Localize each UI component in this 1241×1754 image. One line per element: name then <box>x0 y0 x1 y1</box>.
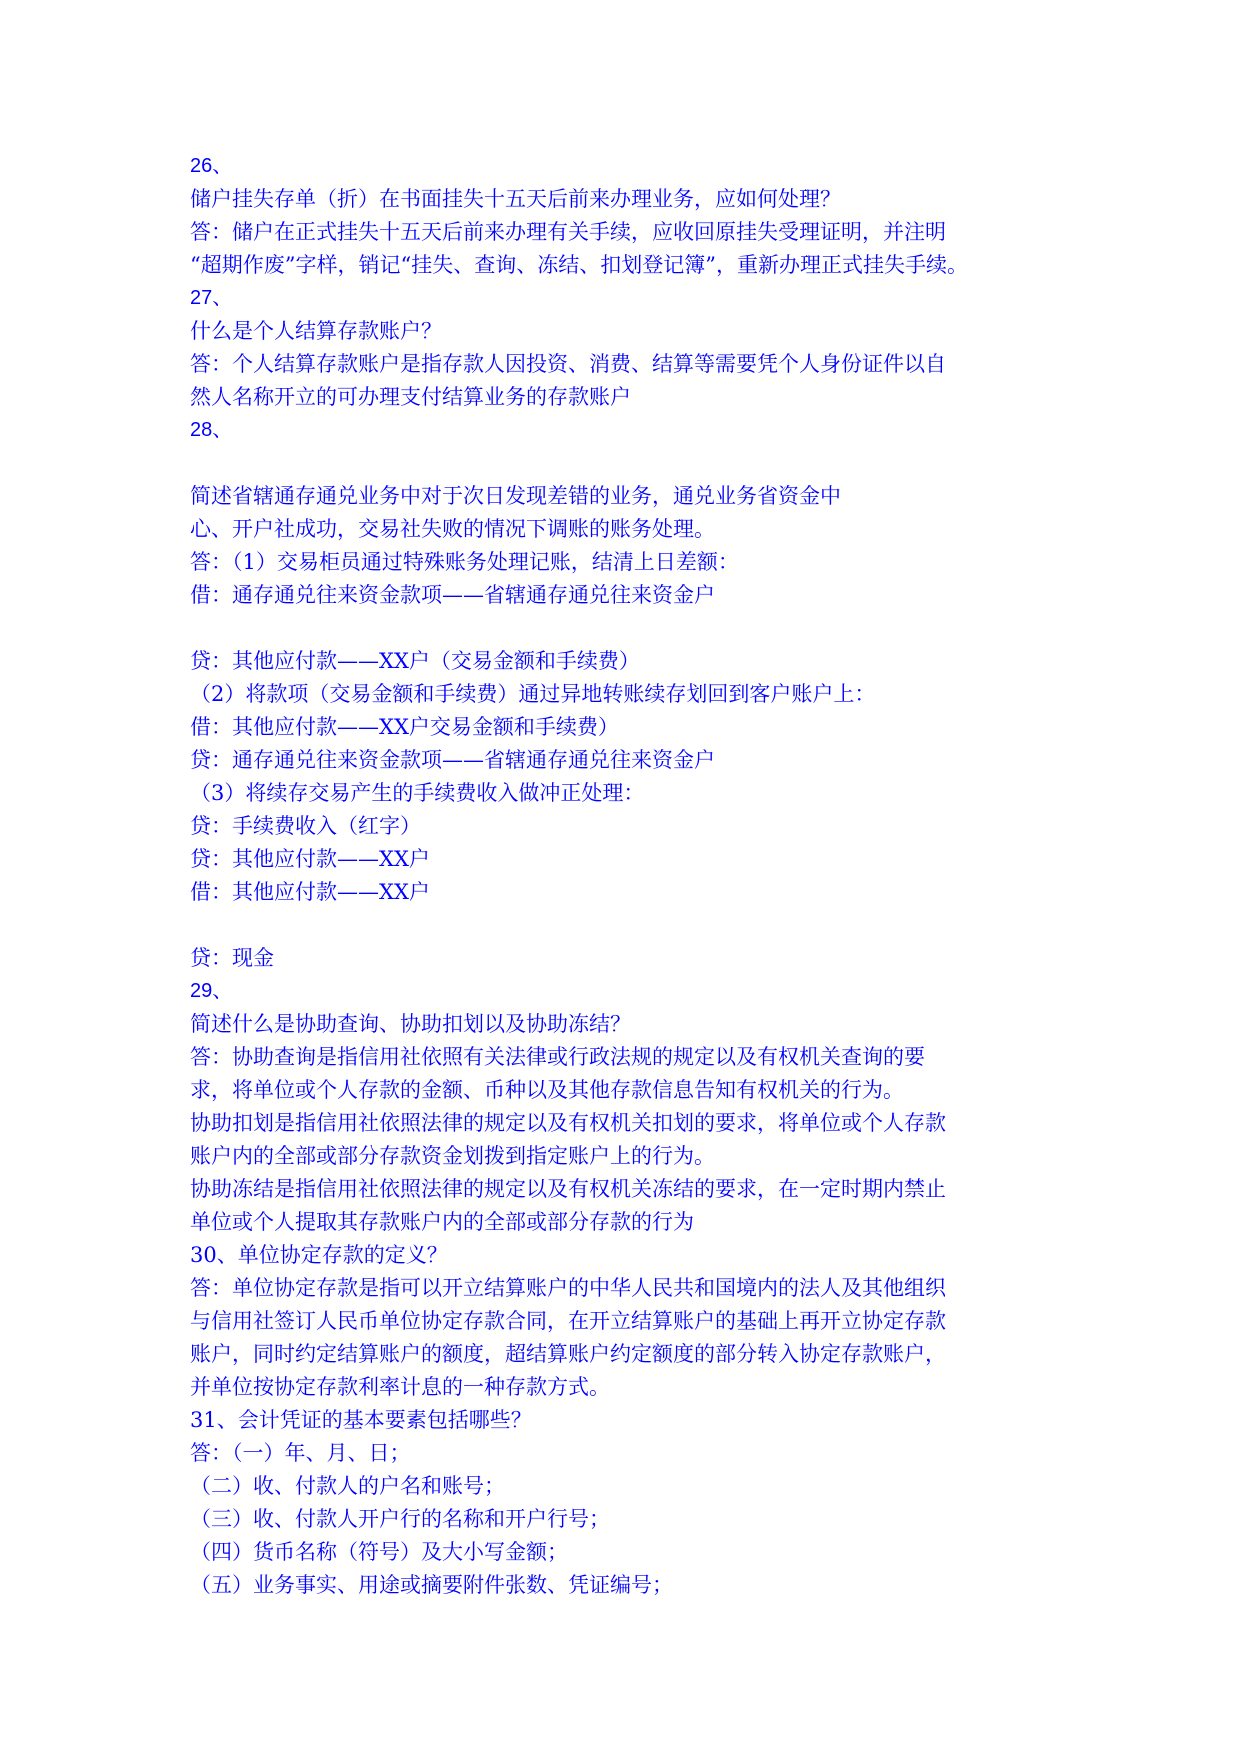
answer-29-line-3: 协助扣划是指信用社依照法律的规定以及有权机关扣划的要求，将单位或个人存款 <box>190 1111 946 1135</box>
question-number-27: 27、 <box>190 287 233 309</box>
document-body <box>190 150 1070 1602</box>
question-30: 30、单位协定存款的定义？ <box>190 1243 448 1267</box>
blank-line <box>190 447 1070 480</box>
question-number-26: 26、 <box>190 155 233 177</box>
answer-29-line-2: 求，将单位或个人存款的金额、币种以及其他存款信息告知有权机关的行为。 <box>190 1078 904 1102</box>
answer-27-line-2: 然人名称开立的可办理支付结算业务的存款账户 <box>190 385 631 409</box>
blank-line <box>190 612 1070 645</box>
answer-29-line-1: 答：协助查询是指信用社依照有关法律或行政法规的规定以及有权机关查询的要 <box>190 1045 925 1069</box>
question-26: 储户挂失存单（折）在书面挂失十五天后前来办理业务，应如何处理？ <box>190 187 841 211</box>
answer-31-item-4: （四）货币名称（符号）及大小写金额； <box>190 1540 568 1564</box>
blank-line <box>190 909 1070 942</box>
answer-28-step-2: （2）将款项（交易金额和手续费）通过异地转账续存划回到客户账户上： <box>190 682 876 706</box>
answer-28-entry-4: 贷：通存通兑往来资金款项——省辖通存通兑往来资金户 <box>190 748 715 772</box>
question-29: 简述什么是协助查询、协助扣划以及协助冻结？ <box>190 1012 631 1036</box>
answer-29-line-4: 账户内的全部或部分存款资金划拨到指定账户上的行为。 <box>190 1144 715 1168</box>
answer-31-item-1: 答：（一）年、月、日； <box>190 1441 411 1465</box>
answer-28-entry-6: 贷：其他应付款——XX户 <box>190 847 430 871</box>
question-number-29: 29、 <box>190 980 233 1002</box>
answer-30-line-4: 并单位按协定存款利率计息的一种存款方式。 <box>190 1375 610 1399</box>
answer-28-entry-7: 借：其他应付款——XX户 <box>190 880 430 904</box>
question-28-line-1: 简述省辖通存通兑业务中对于次日发现差错的业务，通兑业务省资金中 <box>190 484 841 508</box>
answer-28-entry-1: 借：通存通兑往来资金款项——省辖通存通兑往来资金户 <box>190 583 715 607</box>
answer-26-line-2: “超期作废”字样，销记“挂失、查询、冻结、扣划登记簿”，重新办理正式挂失手续。 <box>190 253 968 277</box>
answer-29-line-6: 单位或个人提取其存款账户内的全部或部分存款的行为 <box>190 1210 694 1234</box>
answer-30-line-3: 账户，同时约定结算账户的额度，超结算账户约定额度的部分转入协定存款账户， <box>190 1342 946 1366</box>
answer-28-entry-2: 贷：其他应付款——XX户（交易金额和手续费） <box>190 649 640 673</box>
answer-28-step-3: （3）将续存交易产生的手续费收入做冲正处理： <box>190 781 645 805</box>
answer-28-entry-3: 借：其他应付款——XX户交易金额和手续费） <box>190 715 619 739</box>
question-28-line-2: 心、开户社成功，交易社失败的情况下调账的账务处理。 <box>190 517 715 541</box>
answer-31-item-2: （二）收、付款人的户名和账号； <box>190 1474 505 1498</box>
answer-26-line-1: 答：储户在正式挂失十五天后前来办理有关手续，应收回原挂失受理证明，并注明 <box>190 220 946 244</box>
answer-30-line-2: 与信用社签订人民币单位协定存款合同，在开立结算账户的基础上再开立协定存款 <box>190 1309 946 1333</box>
question-31: 31、会计凭证的基本要素包括哪些？ <box>190 1408 532 1432</box>
answer-29-line-5: 协助冻结是指信用社依照法律的规定以及有权机关冻结的要求，在一定时期内禁止 <box>190 1177 946 1201</box>
answer-31-item-5: （五）业务事实、用途或摘要附件张数、凭证编号； <box>190 1573 673 1597</box>
answer-30-line-1: 答：单位协定存款是指可以开立结算账户的中华人民共和国境内的法人及其他组织 <box>190 1276 946 1300</box>
answer-31-item-3: （三）收、付款人开户行的名称和开户行号； <box>190 1507 610 1531</box>
answer-28-entry-8: 贷：现金 <box>190 946 274 970</box>
answer-27-line-1: 答：个人结算存款账户是指存款人因投资、消费、结算等需要凭个人身份证件以自 <box>190 352 946 376</box>
answer-28-entry-5: 贷：手续费收入（红字） <box>190 814 421 838</box>
answer-28-step-1: 答：（1）交易柜员通过特殊账务处理记账，结清上日差额： <box>190 550 739 574</box>
question-27: 什么是个人结算存款账户？ <box>190 319 442 343</box>
question-number-28: 28、 <box>190 419 233 441</box>
